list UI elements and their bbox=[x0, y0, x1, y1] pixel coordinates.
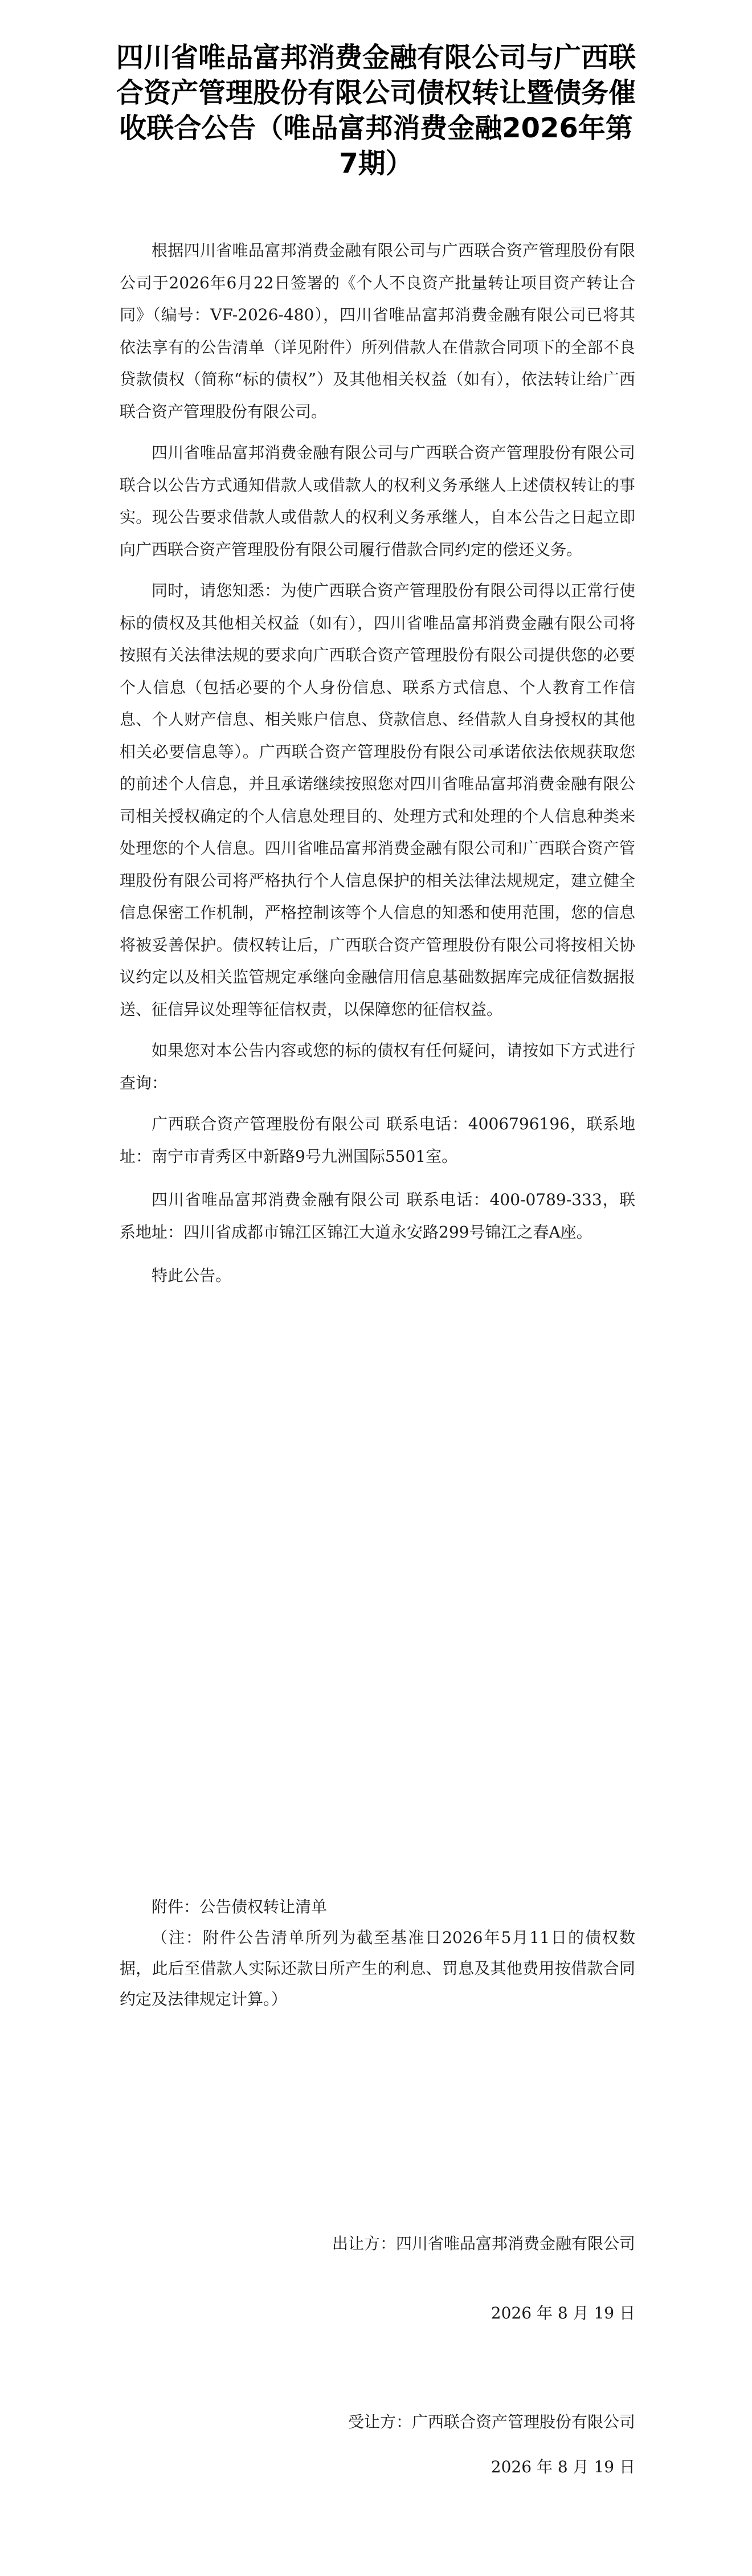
transferee-signature: 受让方：广西联合资产管理股份有限公司 bbox=[348, 2412, 635, 2431]
transferee-date: 2026 年 8 月 19 日 bbox=[491, 2457, 635, 2476]
announcement-title: 四川省唯品富邦消费金融有限公司与广西联合资产管理股份有限公司债权转让暨债务催收联合公告（唯品富邦消费金融2026年第7期） bbox=[116, 42, 636, 179]
contact-guangxi: 广西联合资产管理股份有限公司 联系电话：4006796196，联系地址：南宁市青秀区中新路9号九洲国际5501室。 bbox=[120, 1115, 635, 1166]
attachment-section bbox=[120, 1892, 635, 2015]
paragraph-inquiry: 如果您对本公告内容或您的标的债权有任何疑问，请按如下方式进行查询： bbox=[120, 1041, 635, 1092]
paragraph-transfer: 根据四川省唯品富邦消费金融有限公司与广西联合资产管理股份有限公司于2026年6月22日签署的《个人不良资产批量转让项目资产转让合同》（编号：VF-2026-480），四川省唯品富邦消费金融有限公司已将其依法享有的公告清单（详见附件）所列借款人在借款合同项下的全部不良贷款债权（简称“标的债权”）及其他相关权益（如有），依法转让给广西联合资产管理股份有限公司。 bbox=[120, 241, 635, 421]
closing-text: 特此公告。 bbox=[152, 1266, 232, 1285]
attachment-note: （注：附件公告清单所列为截至基准日2026年5月11日的债权数据，此后至借款人实际还款日所产生的利息、罚息及其他费用按借款合同约定及法律规定计算。） bbox=[120, 1928, 635, 2008]
transferor-date: 2026 年 8 月 19 日 bbox=[491, 2304, 635, 2322]
paragraph-privacy: 同时，请您知悉：为使广西联合资产管理股份有限公司得以正常行使标的债权及其他相关权益（如有），四川省唯品富邦消费金融有限公司将按照有关法律法规的要求向广西联合资产管理股份有限公司提供您的必要个人信息（包括必要的个人身份信息、联系方式信息、个人教育工作信息、个人财产信息、相关账户信息、贷款信息、经借款人自身授权的其他相关必要信息等）。广西联合资产管理股份有限公司承诺依法依规获取您的前述个人信息，并且承诺继续按照您对四川省唯品富邦消费金融有限公司相关授权确定的个人信息处理目的、处理方式和处理的个人信息种类来处理您的个人信息。四川省唯品富邦消费金融有限公司和广西联合资产管理股份有限公司将严格执行个人信息保护的相关法律法规规定，建立健全信息保密工作机制，严格控制该等个人信息的知悉和使用范围，您的信息将被妥善保护。债权转让后，广西联合资产管理股份有限公司将按相关协议约定以及相关监管规定承继向金融信用信息基础数据库完成征信数据报送、征信异议处理等征信权责，以保障您的征信权益。 bbox=[120, 581, 635, 1019]
attachment-label: 附件：公告债权转让清单 bbox=[152, 1897, 328, 1916]
contact-sichuan: 四川省唯品富邦消费金融有限公司 联系电话：400-0789-333，联系地址：四川省成都市锦江区锦江大道永安路299号锦江之春A座。 bbox=[120, 1190, 635, 1242]
transferor-signature: 出让方：四川省唯品富邦消费金融有限公司 bbox=[332, 2234, 635, 2253]
paragraph-notice: 四川省唯品富邦消费金融有限公司与广西联合资产管理股份有限公司联合以公告方式通知借款人或借款人的权利义务承继人上述债权转让的事实。现公告要求借款人或借款人的权利义务承继人，自本公告之日起立即向广西联合资产管理股份有限公司履行借款合同约定的偿还义务。 bbox=[120, 443, 635, 559]
announcement-body bbox=[120, 235, 635, 1301]
